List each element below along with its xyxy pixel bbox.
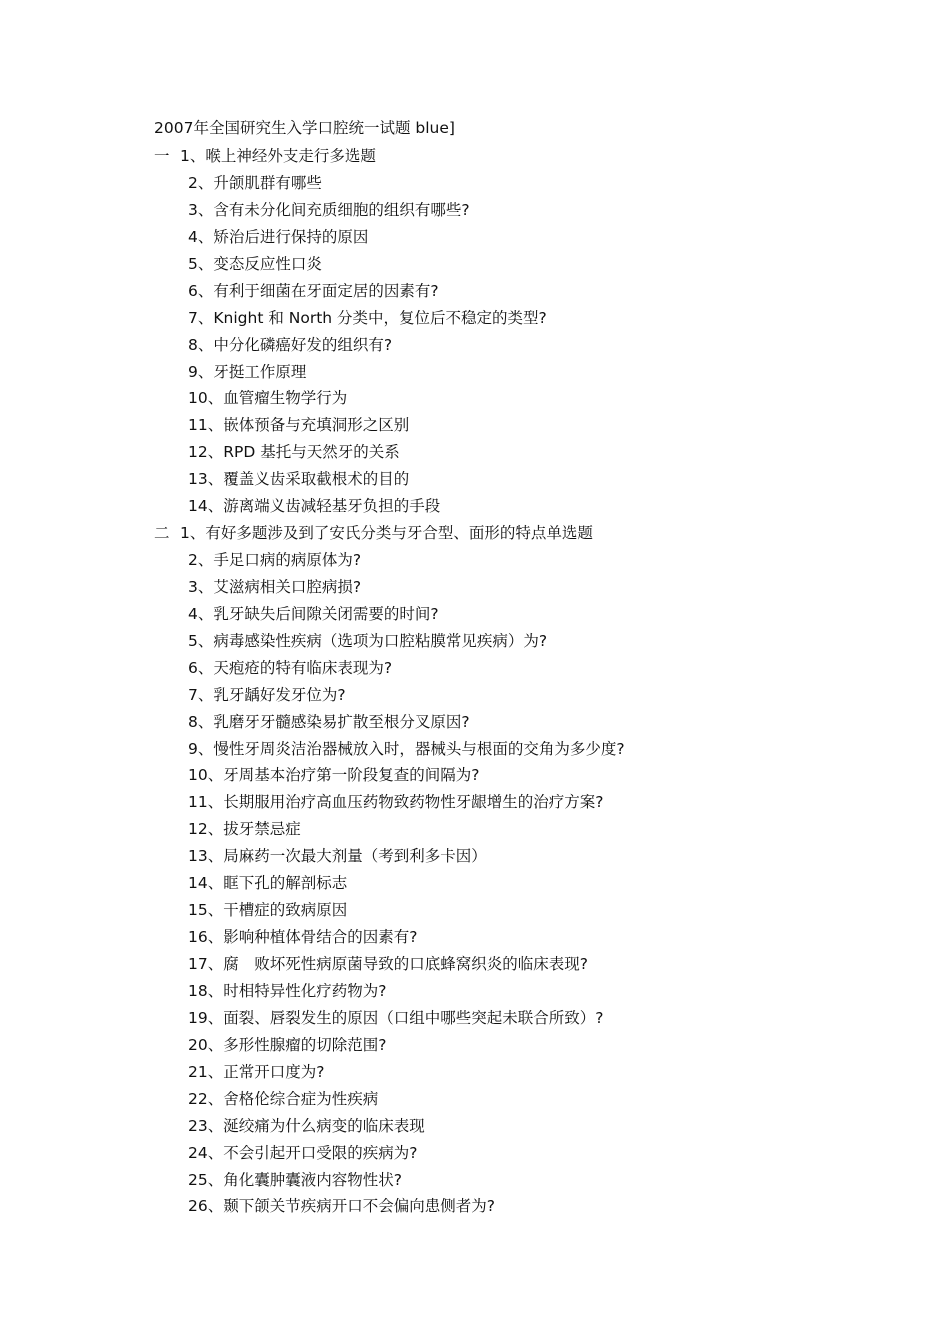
question-text: 2、升颌肌群有哪些: [188, 173, 322, 192]
question-text: 11、嵌体预备与充填洞形之区别: [188, 416, 410, 435]
question-text: 10、血管瘤生物学行为: [188, 389, 348, 408]
question-line: [154, 1113, 874, 1140]
question-text: 16、影响种植体骨结合的因素有?: [188, 928, 418, 947]
question-text: 26、颞下颌关节疾病开口不会偏向患侧者为?: [188, 1197, 495, 1216]
question-line: [154, 412, 874, 439]
question-text: 25、角化囊肿囊液内容物性状?: [188, 1170, 402, 1189]
question-text: 2、手足口病的病原体为?: [188, 550, 362, 569]
question-line: [154, 789, 874, 816]
question-line: [154, 359, 874, 386]
question-text: 12、拔牙禁忌症: [188, 820, 301, 839]
question-text: 21、正常开口度为?: [188, 1062, 325, 1081]
question-text: 13、覆盖义齿采取截根术的目的: [188, 470, 410, 489]
question-line: [154, 628, 874, 655]
question-line: [154, 439, 874, 466]
question-line: [154, 897, 874, 924]
question-line: [154, 1032, 874, 1059]
question-text: 15、干槽症的致病原因: [188, 901, 348, 920]
question-line: [154, 305, 874, 332]
question-text: 12、RPD 基托与天然牙的关系: [188, 443, 400, 462]
question-text: 6、有利于细菌在牙面定居的因素有?: [188, 281, 439, 300]
question-text: 18、时相特异性化疗药物为?: [188, 981, 387, 1000]
question-line: [154, 924, 874, 951]
question-line: [154, 709, 874, 736]
question-section-2: [154, 520, 874, 1220]
question-line: [154, 574, 874, 601]
question-line: [154, 547, 874, 574]
question-line: [154, 762, 874, 789]
question-text: 3、艾滋病相关口腔病损?: [188, 577, 362, 596]
question-text: 24、不会引起开口受限的疾病为?: [188, 1143, 418, 1162]
document-title: 2007年全国研究生入学口腔统一试题 blue]: [154, 119, 455, 137]
question-line: [154, 1140, 874, 1167]
question-line: [154, 601, 874, 628]
question-line: [154, 520, 874, 547]
question-line: [154, 332, 874, 359]
question-line: [154, 816, 874, 843]
question-line: [154, 682, 874, 709]
question-line: [154, 1167, 874, 1194]
question-text: 4、矫治后进行保持的原因: [188, 227, 369, 246]
question-text: 10、牙周基本治疗第一阶段复查的间隔为?: [188, 766, 480, 785]
section-marker: 二: [154, 524, 170, 542]
question-text: 5、变态反应性口炎: [188, 254, 322, 273]
question-text: 4、乳牙缺失后间隙关闭需要的时间?: [188, 604, 439, 623]
question-section-1: [154, 143, 874, 520]
question-text: 13、局麻药一次最大剂量（考到利多卡因）: [188, 847, 487, 866]
question-text: 3、含有未分化间充质细胞的组织有哪些?: [188, 200, 470, 219]
question-text: 5、病毒感染性疾病（选项为口腔粘膜常见疾病）为?: [188, 631, 548, 650]
question-line: [154, 1193, 874, 1220]
question-text: 19、面裂、唇裂发生的原因（口组中哪些突起未联合所致）?: [188, 1008, 604, 1027]
question-line: [154, 951, 874, 978]
question-line: [154, 1005, 874, 1032]
question-text: 22、舍格伦综合症为性疾病: [188, 1089, 379, 1108]
question-line: [154, 978, 874, 1005]
question-text: 1、有好多题涉及到了安氏分类与牙合型、面形的特点单选题: [180, 524, 593, 542]
question-line: [154, 736, 874, 763]
question-line: [154, 251, 874, 278]
question-text: 11、长期服用治疗高血压药物致药物性牙龈增生的治疗方案?: [188, 793, 604, 812]
question-text: 7、乳牙龋好发牙位为?: [188, 685, 346, 704]
question-line: [154, 655, 874, 682]
question-text: 9、牙挺工作原理: [188, 362, 307, 381]
section-marker: 一: [154, 147, 170, 165]
question-text: 8、乳磨牙牙髓感染易扩散至根分叉原因?: [188, 712, 470, 731]
question-text: 23、涎绞痛为什么病变的临床表现: [188, 1116, 425, 1135]
question-text: 8、中分化磷癌好发的组织有?: [188, 335, 393, 354]
question-text: 17、腐 败坏死性病原菌导致的口底蜂窝织炎的临床表现?: [188, 955, 588, 973]
question-line: [154, 170, 874, 197]
question-text: 14、眶下孔的解剖标志: [188, 874, 348, 893]
question-text: 7、Knight 和 North 分类中，复位后不稳定的类型?: [188, 308, 547, 327]
question-line: [154, 843, 874, 870]
question-text: 20、多形性腺瘤的切除范围?: [188, 1035, 387, 1054]
question-line: [154, 493, 874, 520]
question-line: [154, 870, 874, 897]
question-text: 14、游离端义齿减轻基牙负担的手段: [188, 497, 441, 516]
question-line: [154, 385, 874, 412]
question-text: 6、天疱疮的特有临床表现为?: [188, 658, 393, 677]
question-text: 9、慢性牙周炎洁治器械放入时，器械头与根面的交角为多少度?: [188, 739, 625, 758]
question-line: [154, 143, 874, 170]
question-line: [154, 1086, 874, 1113]
question-line: [154, 224, 874, 251]
question-line: [154, 197, 874, 224]
question-line: [154, 1059, 874, 1086]
question-line: [154, 278, 874, 305]
question-line: [154, 466, 874, 493]
question-text: 1、喉上神经外支走行多选题: [180, 147, 376, 165]
